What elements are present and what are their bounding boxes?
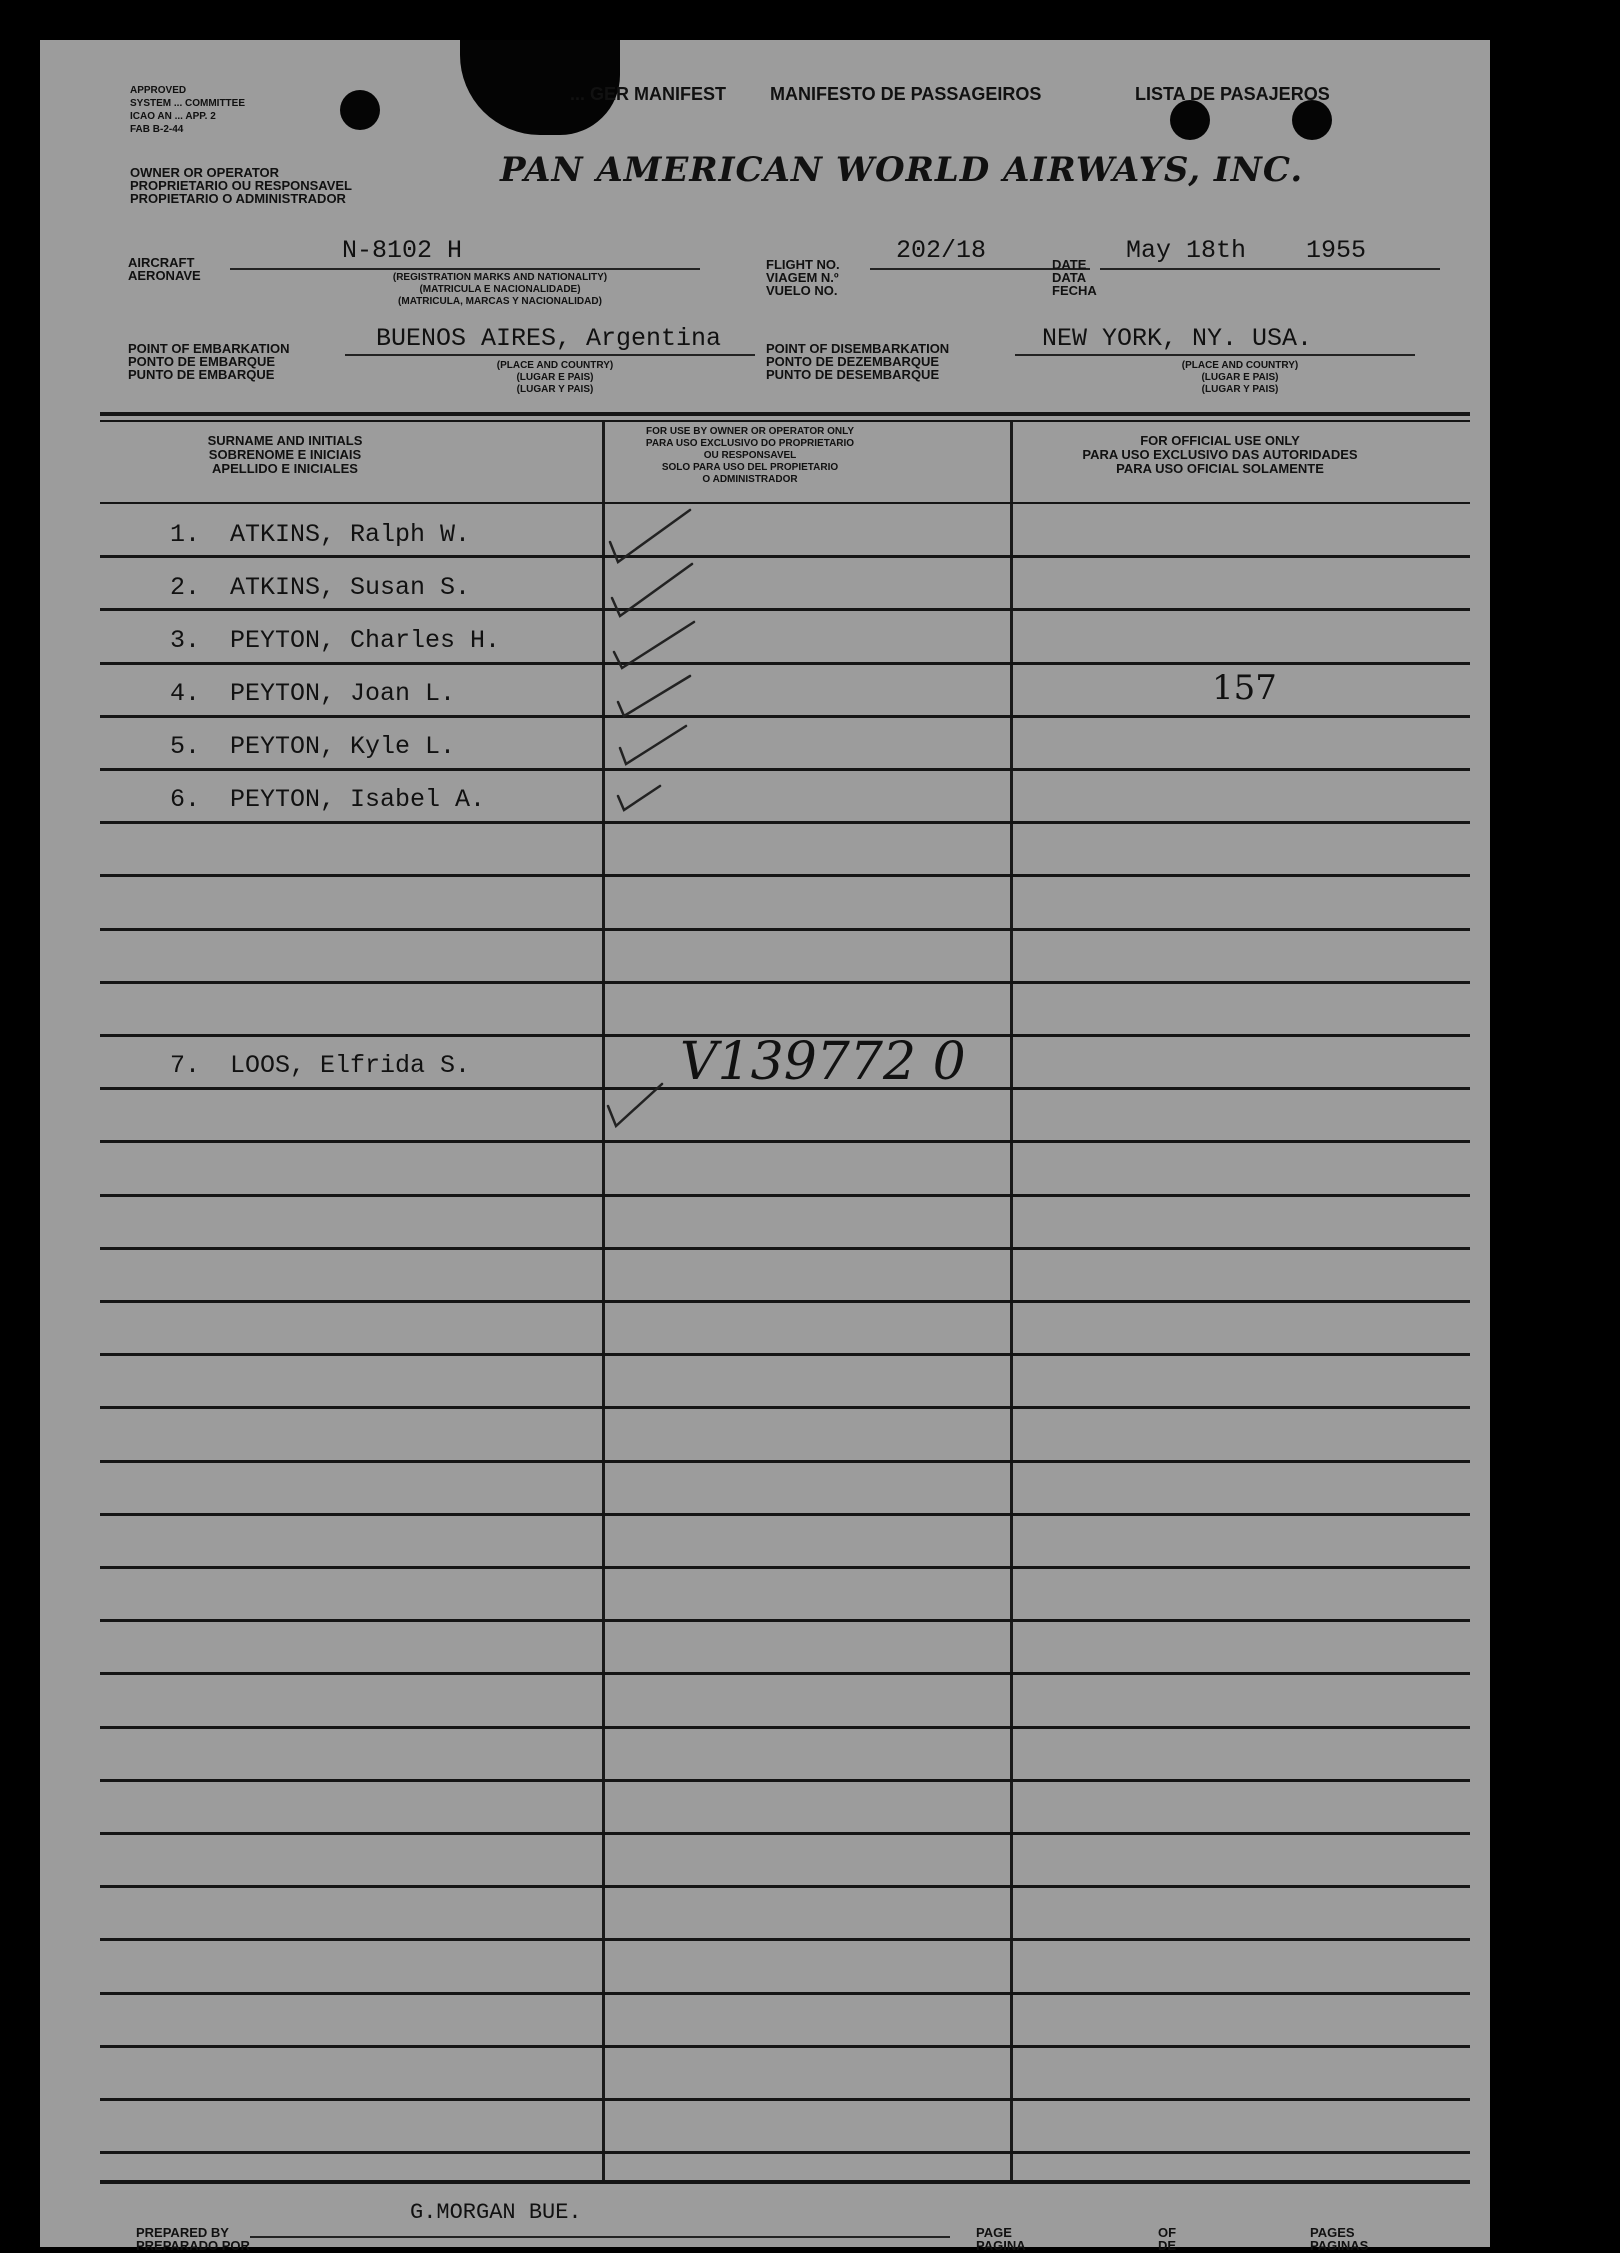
check-mark [620,726,686,764]
embarkation-sub-line: (PLACE AND COUNTRY) [496,360,614,371]
table-row-rule [100,1566,1470,1569]
aircraft-sub [320,272,680,308]
flight-label-line: FLIGHT NO. [766,257,840,272]
check-mark [614,622,694,668]
table-row-rule [100,1619,1470,1622]
date-label-line: FECHA [1052,283,1097,298]
col-header-line: PARA USO EXCLUSIVO DO PROPRIETARIO [645,438,855,449]
prepared-label-line: PREPARADO POR [136,2238,250,2253]
aircraft-sub-line: (MATRICULA E NACIONALIDADE) [419,284,581,295]
title-english: ... GER MANIFEST [570,84,727,104]
passenger-row: 6. PEYTON, Isabel A. [170,785,486,814]
prepared-label-line: PREPARED BY [136,2225,229,2240]
embarkation-label-line: PUNTO DE EMBARQUE [128,367,275,382]
passenger-row: 4. PEYTON, Joan L. [170,679,456,708]
col-header-owner-use [600,426,900,486]
operator-label-line: PROPRIETARIO OU RESPONSAVEL [130,178,352,193]
disembarkation-label [766,342,949,381]
page-label-line: PAGINA [976,2238,1026,2253]
col-header-line: PARA USO EXCLUSIVO DAS AUTORIDADES [1082,447,1358,462]
table-row-rule [100,2151,1470,2154]
embarkation-underline [345,354,755,356]
col-header-line: APELLIDO E INICIALES [212,461,358,476]
col-header-surname [160,434,410,476]
aircraft-label-line: AERONAVE [128,268,201,283]
title-portuguese: MANIFESTO DE PASSAGEIROS [770,84,1042,104]
embarkation-label-line: PONTO DE EMBARQUE [128,354,276,369]
embarkation-value: BUENOS AIRES, Argentina [376,324,722,353]
check-mark [608,1084,662,1126]
of-label-line: DE [1158,2238,1177,2253]
table-row-rule [100,1460,1470,1463]
passenger-row: 5. PEYTON, Kyle L. [170,732,456,761]
flight-value: 202/18 [896,236,987,265]
disembarkation-label-line: POINT OF DISEMBARKATION [766,341,950,356]
operator-label [130,166,352,205]
date-underline [1100,268,1440,270]
official-number: 157 [1212,668,1277,708]
check-mark [618,676,690,716]
prepared-label [136,2226,250,2252]
col-header-line: OU RESPONSAVEL [703,450,797,461]
aircraft-value: N-8102 H [342,236,463,265]
table-row-rule [100,1992,1470,1995]
of-label [1158,2226,1176,2252]
passenger-row: 3. PEYTON, Charles H. [170,626,501,655]
date-value: May 18th 1955 [1126,236,1367,265]
check-mark [610,510,690,562]
operator-name: PAN AMERICAN WORLD AIRWAYS, INC. [500,150,1304,190]
embarkation-sub [440,360,670,396]
disembarkation-label-line: PUNTO DE DESEMBARQUE [766,367,940,382]
date-label [1052,258,1097,297]
col-header-official-use [1010,434,1430,476]
title-spanish: LISTA DE PASAJEROS [1135,84,1330,104]
table-row-rule [100,1300,1470,1303]
disembarkation-underline [1015,354,1415,356]
page-label [976,2226,1026,2252]
punch-hole [340,90,380,130]
embarkation-label-line: POINT OF EMBARKATION [128,341,290,356]
disembarkation-label-line: PONTO DE DEZEMBARQUE [766,354,940,369]
aircraft-sub-line: (MATRICULA, MARCAS Y NACIONALIDAD) [398,296,602,307]
col-header-line: SOBRENOME E INICIAIS [208,447,362,462]
col-header-line: FOR OFFICIAL USE ONLY [1140,433,1300,448]
punch-hole [1292,100,1332,140]
approved-line: FAB B-2-44 [130,124,184,135]
table-row-rule [100,1406,1470,1409]
approved-line: APPROVED [130,85,187,96]
table-row-rule [100,1672,1470,1675]
table-row-rule [100,1779,1470,1782]
flight-label-line: VIAGEM N.º [766,270,839,285]
table-row-rule [100,2098,1470,2101]
flight-label-line: VUELO NO. [766,283,838,298]
col-header-line: SOLO PARA USO DEL PROPIETARIO [661,462,839,473]
approved-block [130,84,245,136]
table-row-rule [100,1353,1470,1356]
embarkation-sub-line: (LUGAR E PAIS) [516,372,594,383]
manifest-sheet [40,40,1490,2253]
check-mark [612,564,692,616]
col-header-line: SURNAME AND INITIALS [207,433,363,448]
col-header-line: PARA USO OFICIAL SOLAMENTE [1116,461,1324,476]
col-header-line: O ADMINISTRADOR [702,474,798,485]
table-top-rule [100,412,1470,416]
disembarkation-sub-line: (LUGAR Y PAIS) [1201,384,1279,395]
footer-rule [100,2180,1470,2184]
disembarkation-sub-line: (PLACE AND COUNTRY) [1181,360,1299,371]
table-row-rule [100,1726,1470,1729]
aircraft-label-line: AIRCRAFT [128,255,195,270]
table-row-rule [100,1938,1470,1941]
pages-label-line: PAGES [1310,2225,1355,2240]
punch-hole [1170,100,1210,140]
table-row-rule [100,1194,1470,1197]
prepared-underline [250,2236,950,2238]
passenger-row: 7. LOOS, Elfrida S. [170,1051,471,1080]
operator-label-line: PROPIETARIO O ADMINISTRADOR [130,191,346,206]
handwritten-code: V139772 0 [680,1032,966,1092]
table-row-rule [100,1832,1470,1835]
prepared-value: G.MORGAN BUE. [410,2200,582,2225]
col-header-line: FOR USE BY OWNER OR OPERATOR ONLY [646,426,854,437]
table-row-rule [100,1513,1470,1516]
date-label-line: DATA [1052,270,1087,285]
approved-line: SYSTEM ... COMMITTEE [130,98,246,109]
table-row-rule [100,2045,1470,2048]
disembarkation-sub-line: (LUGAR E PAIS) [1201,372,1279,383]
aircraft-label [128,256,201,282]
aircraft-sub-line: (REGISTRATION MARKS AND NATIONALITY) [392,272,608,283]
disembarkation-value: NEW YORK, NY. USA. [1042,324,1313,353]
disembarkation-sub [1130,360,1350,396]
check-mark [618,786,660,810]
operator-label-line: OWNER OR OPERATOR [130,165,280,180]
page-label-line: PAGE [976,2225,1012,2240]
passenger-row: 2. ATKINS, Susan S. [170,573,471,602]
date-label-line: DATE [1052,257,1087,272]
table-row-rule [100,1885,1470,1888]
pages-label [1310,2226,1368,2252]
table-row-rule [100,1247,1470,1250]
pages-label-line: PAGINAS [1310,2238,1369,2253]
embarkation-sub-line: (LUGAR Y PAIS) [516,384,594,395]
table-top-rule [100,420,1470,422]
passenger-row: 1. ATKINS, Ralph W. [170,520,471,549]
of-label-line: OF [1158,2225,1177,2240]
approved-line: ICAO AN ... APP. 2 [130,111,216,122]
embarkation-label [128,342,290,381]
flight-label [766,258,840,297]
aircraft-underline [230,268,700,270]
